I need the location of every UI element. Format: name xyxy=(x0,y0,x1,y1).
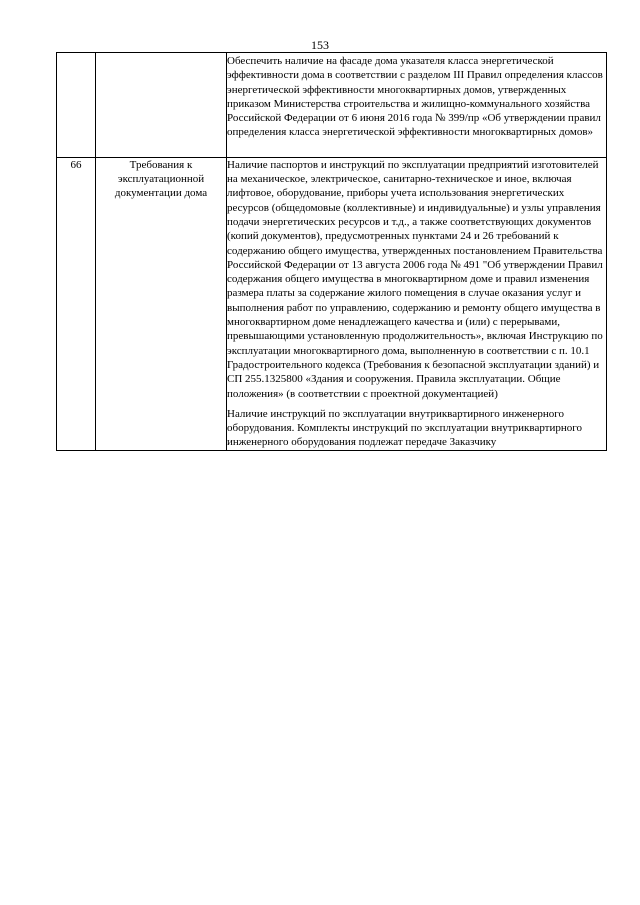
requirements-table xyxy=(56,52,607,451)
requirement-name-cell xyxy=(96,53,227,158)
requirement-description-cell xyxy=(227,53,607,158)
requirement-name-cell: Требования к эксплуатационной документации дома xyxy=(96,157,227,450)
description-paragraph: Наличие паспортов и инструкций по эксплуатации предприятий изготовителей на механическое, электрическое, санитарно-техническое и иное, включая лифтовое, оборудование, приборы учета использования энергетических ресурсов (общедомовые (коллективные) и индивидуальные) и узлы управления подачи энергетических ресурсов и т.д., а также соответствующих документов (копий документов), предусмотренных пунктами 24 и 26 требований к содержанию общего имущества, утвержденных постановлением Правительства Российской Федерации от 13 августа 2006 года № 491 "Об утверждении Правил содержания общего имущества в многоквартирном доме и правил изменения размера платы за содержание жилого помещения в случае оказания услуг и выполнения работ по управлению, содержанию и ремонту общего имущества в многоквартирном доме ненадлежащего качества и (или) с перерывами, превышающими установленную продолжительность», включая Инструкцию по эксплуатации многоквартирного дома, выполненную в соответствии с п. 10.1 Градостроительного кодекса (Требования к безопасной эксплуатации зданий) и СП 255.1325800 «Здания и сооружения. Правила эксплуатации. Общие положения» (в соответствии с проектной документацией) xyxy=(227,158,603,400)
page-number: 153 xyxy=(311,38,329,52)
row-number-cell xyxy=(57,53,96,158)
row-number-cell: 66 xyxy=(57,157,96,450)
requirement-description-cell xyxy=(227,157,607,450)
description-paragraph: Наличие инструкций по эксплуатации внутриквартирного инженерного оборудования. Комплекты инструкций по эксплуатации внутриквартирного инженерного оборудования подлежат передаче Заказчику xyxy=(227,407,583,449)
table-row xyxy=(57,53,607,158)
description-paragraph: Обеспечить наличие на фасаде дома указателя класса энергетической эффективности дома в соответствии с разделом III Правил определения классов энергетической эффективности многоквартирных домов, утвержденных приказом Министерства строительства и жилищно-коммунального хозяйства Российской Федерации от 6 июня 2016 года № 399/пр «Об утверждении правил определения класса энергетической эффективности многоквартирных домов» xyxy=(227,55,603,139)
table-row xyxy=(57,157,607,450)
